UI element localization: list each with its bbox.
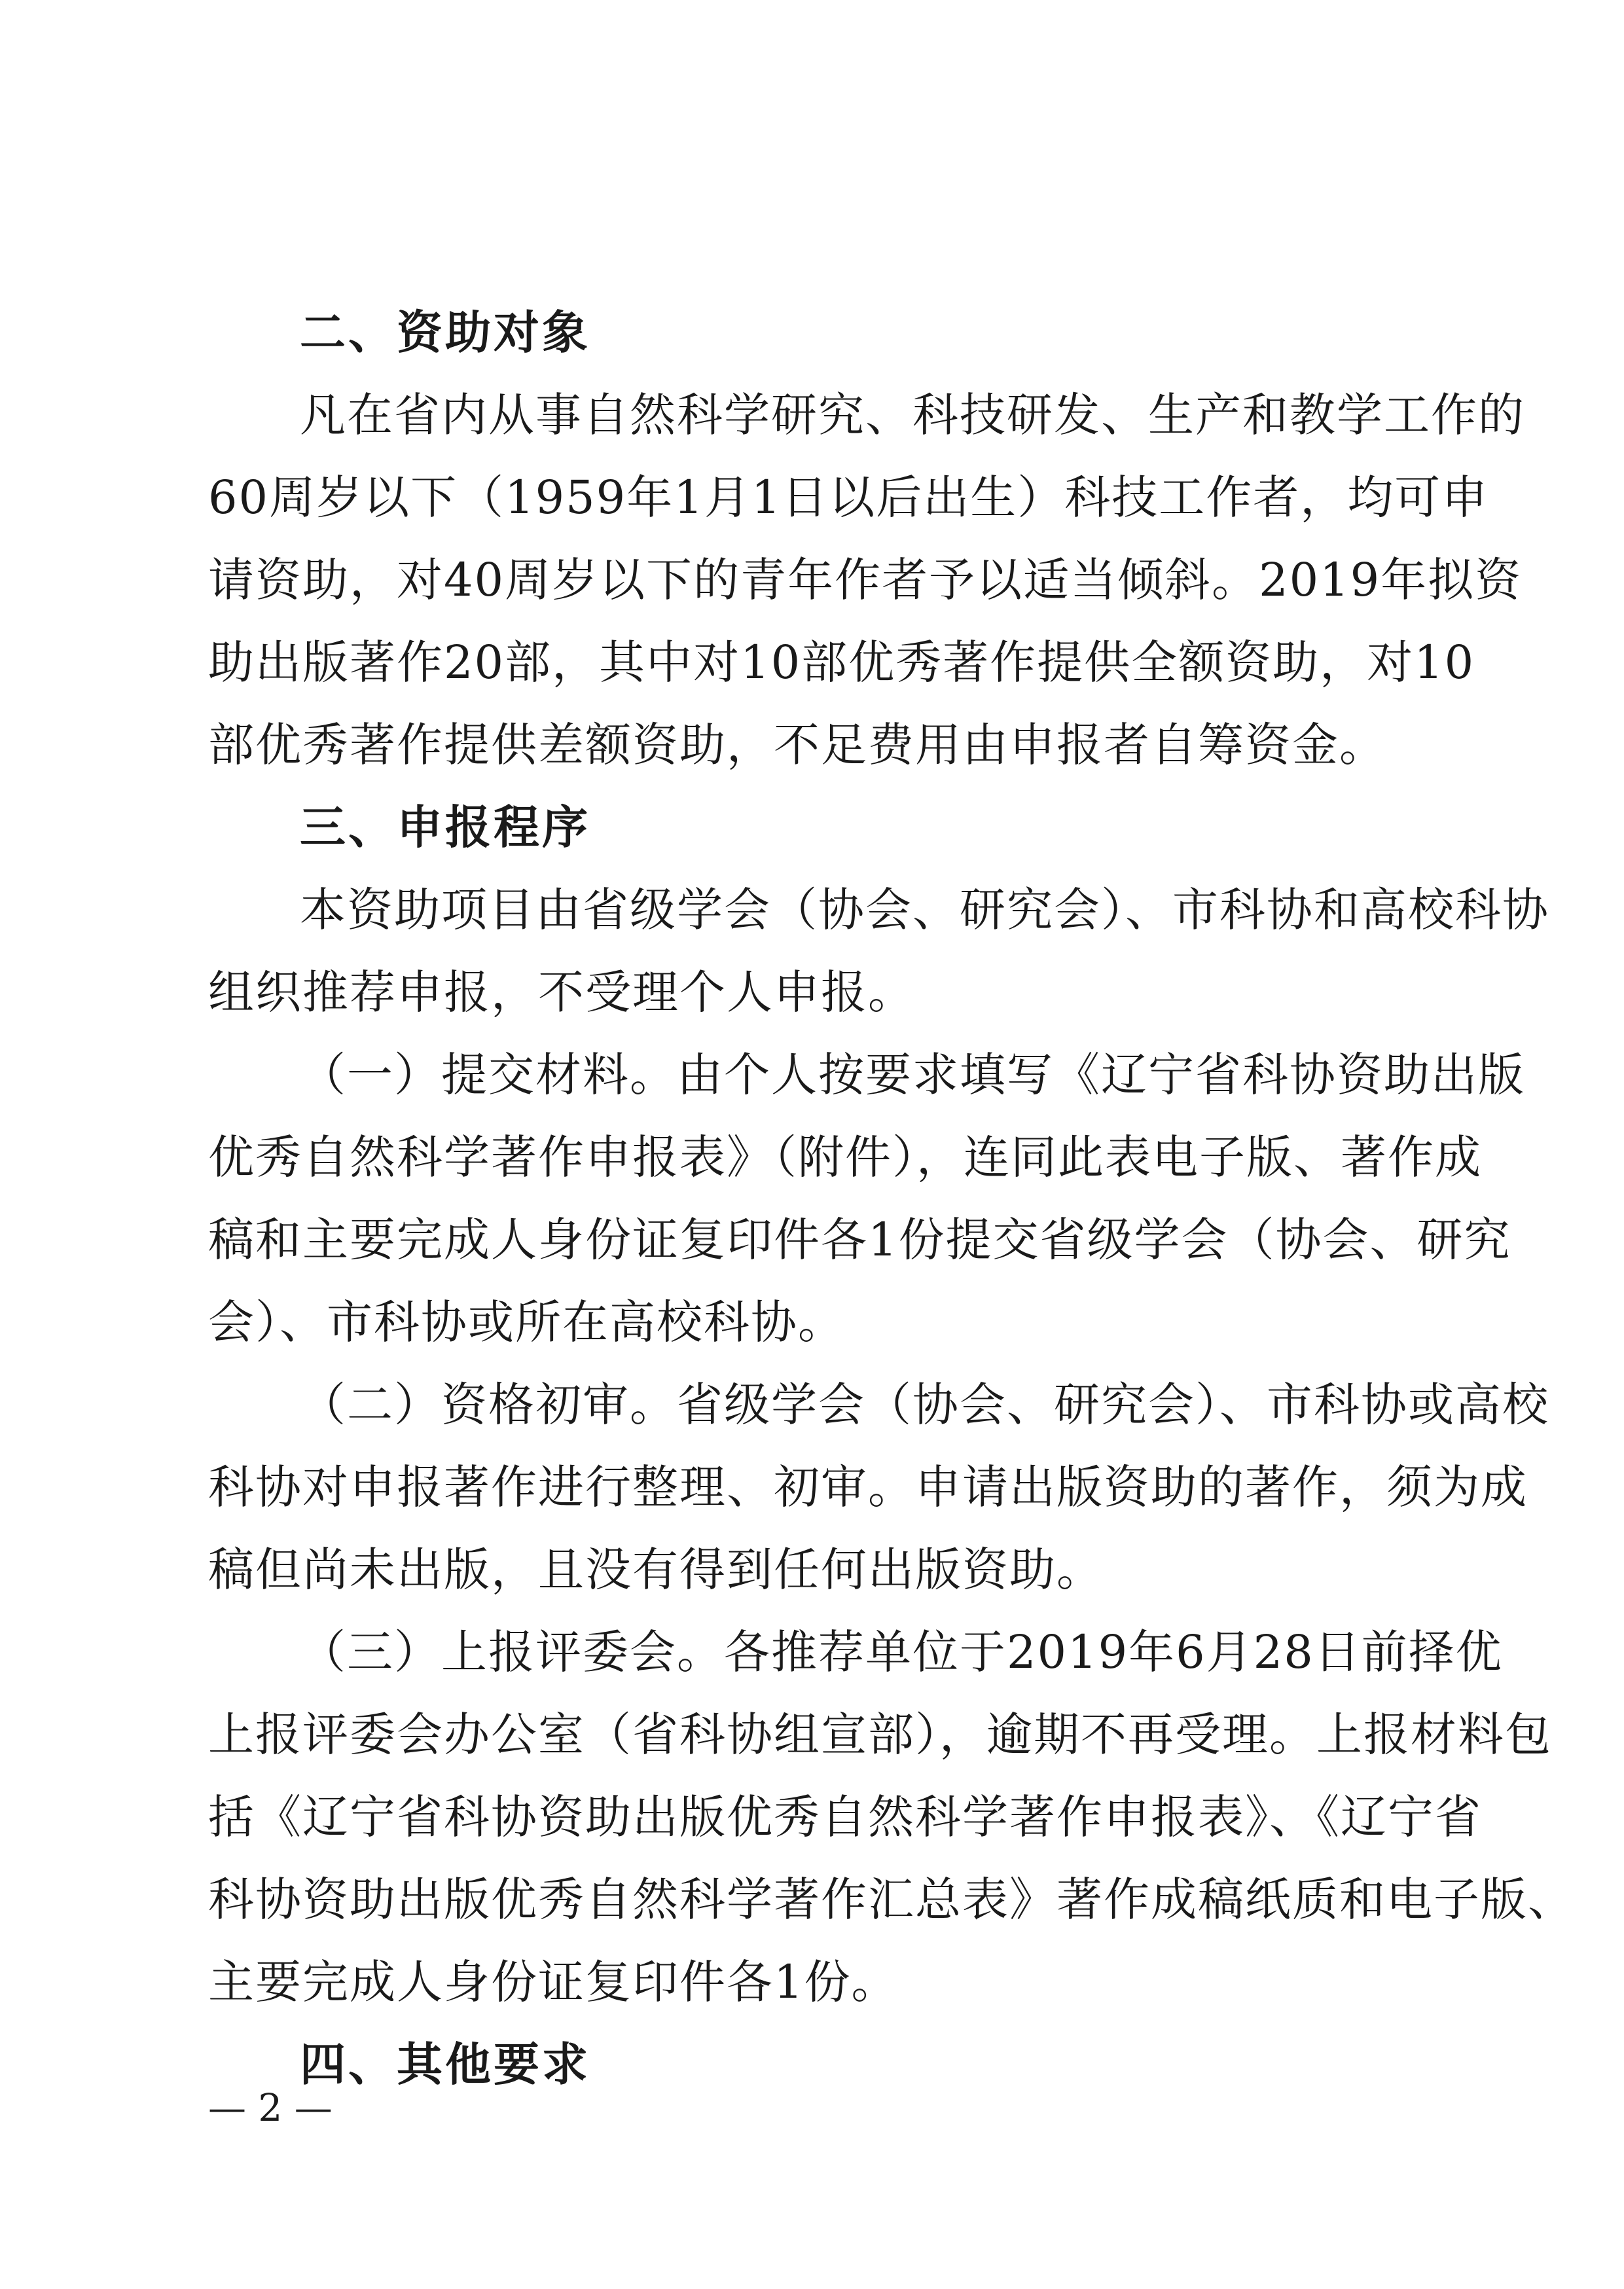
document-body (208, 291, 1575, 2106)
paragraph-line: （三）上报评委会。各推荐单位于2019年6月28日前择优 (300, 1625, 1503, 1679)
section-heading-application-procedure: 三、申报程序 (300, 801, 590, 854)
paragraph-line: 部优秀著作提供差额资助，不足费用由申报者自筹资金。 (208, 718, 1386, 772)
paragraph-line: 本资助项目由省级学会（协会、研究会）、市科协和高校科协 (300, 883, 1549, 937)
paragraph-line: 稿和主要完成人身份证复印件各1份提交省级学会（协会、研究 (208, 1213, 1511, 1267)
paragraph-line: 会）、市科协或所在高校科协。 (208, 1295, 845, 1349)
paragraph-line: （一）提交材料。由个人按要求填写《辽宁省科协资助出版 (300, 1048, 1525, 1102)
paragraph-line: 上报评委会办公室（省科协组宣部），逾期不再受理。上报材料包 (208, 1708, 1552, 1761)
paragraph-line: 优秀自然科学著作申报表》（附件），连同此表电子版、著作成 (208, 1130, 1482, 1184)
paragraph-line: 凡在省内从事自然科学研究、科技研发、生产和教学工作的 (300, 388, 1525, 442)
paragraph-line: 助出版著作20部，其中对10部优秀著作提供全额资助，对10 (208, 636, 1475, 689)
paragraph-line: 请资助，对40周岁以下的青年作者予以适当倾斜。2019年拟资 (208, 553, 1523, 607)
paragraph-line: （二）资格初审。省级学会（协会、研究会）、市科协或高校 (300, 1378, 1549, 1432)
paragraph-line: 组织推荐申报，不受理个人申报。 (208, 965, 915, 1019)
paragraph-line: 科协资助出版优秀自然科学著作汇总表》著作成稿纸质和电子版、 (208, 1873, 1575, 1926)
paragraph-line: 科协对申报著作进行整理、初审。申请出版资助的著作，须为成 (208, 1460, 1528, 1514)
paragraph-line: 主要完成人身份证复印件各1份。 (208, 1955, 899, 2009)
section-heading-funding-targets: 二、资助对象 (300, 306, 590, 359)
paragraph-line: 括《辽宁省科协资助出版优秀自然科学著作申报表》、《辽宁省 (208, 1790, 1482, 1844)
page-number: — 2 — (208, 2085, 333, 2130)
paragraph-line: 稿但尚未出版，且没有得到任何出版资助。 (208, 1543, 1104, 1596)
paragraph-line: 60周岁以下（1959年1月1日以后出生）科技工作者，均可申 (208, 471, 1489, 524)
section-heading-other-requirements: 四、其他要求 (300, 2038, 590, 2091)
